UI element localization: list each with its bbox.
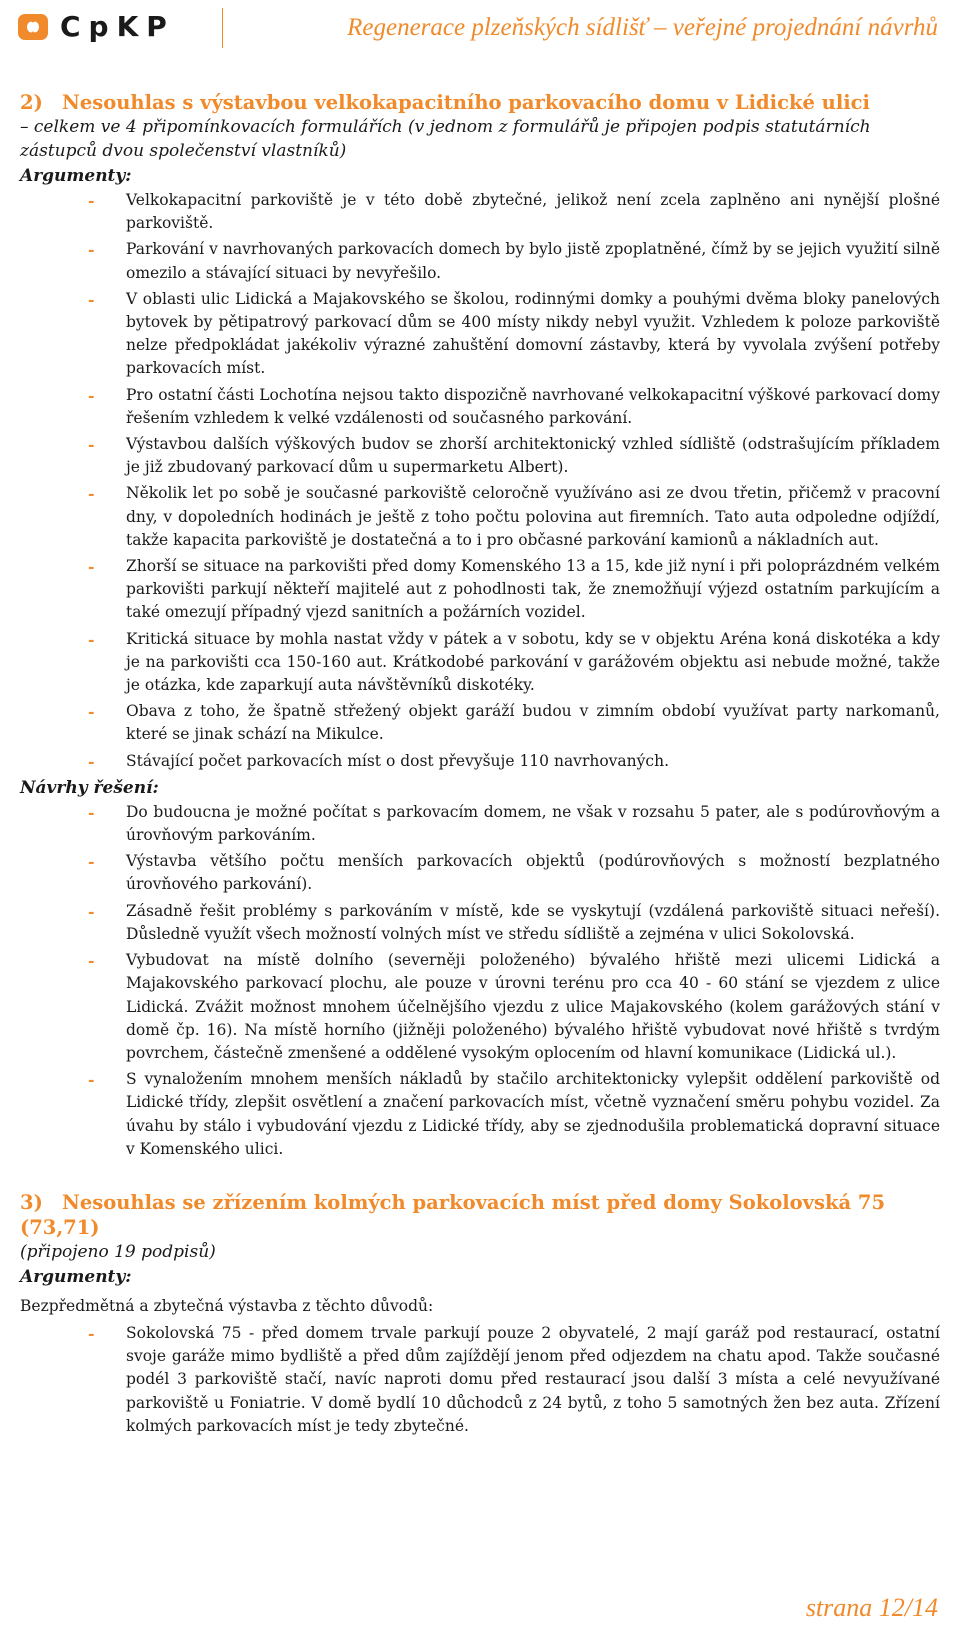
list-item xyxy=(20,288,940,381)
section-title: Nesouhlas se zřízením kolmých parkovacích míst před domy Sokolovská 75 (73,71) xyxy=(20,1190,886,1239)
list-item-text: Sokolovská 75 - před domem trvale parkují pouze 2 obyvatelé, 2 mají garáž pod restaurací, ostatní svoje garáže mimo bydliště a před dům zajíždějí jenom před odjezdem na chatu apod. Takže současné podél 3 parkoviště stačí, navíc naproti domu před restaurací jsou další 3 místa a celé nevyužívané parkoviště u Foniatrie. V domě bydlí 10 důchodců z 24 bytů, z toho 5 samotných žen bez auta. Zřízení kolmých parkovacích míst je tedy zbytečné. xyxy=(126,1323,940,1435)
list-item xyxy=(20,900,940,946)
list-item-text: Kritická situace by mohla nastat vždy v pátek a v sobotu, kdy se v objektu Aréna koná diskotéka a kdy je na parkovišti cca 150-160 aut. Krátkodobé parkování v garážovém objektu asi nebude možné, takže je otázka, kde zaparkují auta návštěvníků diskotéky. xyxy=(126,629,940,695)
dash-bullet-icon: - xyxy=(88,289,95,309)
list-item-text: Několik let po sobě je současné parkoviště celoročně využíváno asi ze dvou třetin, přičemž v pracovní dny, v dopoledních hodinách je ještě z toho počtu polovina aut firemních. Tato auta odpoledne odjíždí, takže kapacita parkoviště je dostatečná a to i pro občasné parkování kamionů a nákladních aut. xyxy=(126,484,940,549)
list-item xyxy=(20,1322,940,1438)
list-item-text: V oblasti ulic Lidická a Majakovského se školou, rodinnými domky a pouhými dvěma bloky panelových bytovek by pětipatrový parkovací dům se 400 místy nikdy nebyl využit. Vzhledem k poloze parkoviště nelze předpokládat jakékoliv výrazné zahuštění domovní zástavby, která by vyvolala zvýšení potřeby parkovacích míst. xyxy=(126,289,940,378)
list-item xyxy=(20,555,940,625)
dash-bullet-icon: - xyxy=(88,901,95,921)
section-3-heading xyxy=(20,1190,940,1240)
list-item-text: Parkování v navrhovaných parkovacích domech by bylo jistě zpoplatněné, čímž by se jejich využití silně omezilo a stávající situaci by nevyřešilo. xyxy=(126,240,940,282)
page-number: strana 12/14 xyxy=(805,1593,938,1622)
header-divider xyxy=(222,8,223,48)
section-title: Nesouhlas s výstavbou velkokapacitního parkovacího domu v Lidické ulici xyxy=(62,91,870,114)
arguments-label: Argumenty: xyxy=(20,166,132,186)
dash-bullet-icon: - xyxy=(88,702,95,722)
list-item xyxy=(20,750,940,773)
section-3-subtitle: (připojeno 19 podpisů) xyxy=(20,1241,216,1262)
list-item xyxy=(20,1068,940,1161)
logo-text: CpKP xyxy=(60,10,175,43)
list-item xyxy=(20,628,940,698)
page-header xyxy=(0,0,960,58)
list-item xyxy=(20,238,940,284)
dash-bullet-icon: - xyxy=(88,802,95,822)
list-item xyxy=(20,433,940,479)
logo xyxy=(18,10,175,43)
list-item-text: Velkokapacitní parkoviště je v této době zbytečné, jelikož není zcela zaplněno ani nynější plošné parkoviště. xyxy=(126,191,940,233)
dash-bullet-icon: - xyxy=(88,191,95,210)
dash-bullet-icon: - xyxy=(88,629,95,649)
arguments-list xyxy=(20,189,940,773)
dash-bullet-icon: - xyxy=(88,385,95,405)
arguments-list xyxy=(20,1322,940,1438)
dash-bullet-icon: - xyxy=(88,557,95,577)
dash-bullet-icon: - xyxy=(88,435,95,455)
list-item-text: Pro ostatní části Lochotína nejsou takto dispozičně navrhované velkokapacitní výškové parkovací domy řešením vzhledem k velké vzdálenosti od současného parkování. xyxy=(126,385,940,427)
list-item xyxy=(20,850,940,896)
section-2-subtitle: – celkem ve 4 připomínkovacích formulářích (v jednom z formulářů je připojen podpis statutárních zástupců dvou společenství vlastníků) xyxy=(20,117,871,161)
list-item-text: Obava z toho, že špatně střežený objekt garáží budou v zimním období využívat party narkomanů, které se jinak schází na Mikulce. xyxy=(126,702,940,744)
dash-bullet-icon: - xyxy=(88,951,95,971)
list-item xyxy=(20,384,940,430)
dash-bullet-icon: - xyxy=(88,1323,95,1343)
proposals-label: Návrhy řešení: xyxy=(20,777,159,798)
list-item-text: Stávající počet parkovacích míst o dost převyšuje 110 navrhovaných. xyxy=(126,751,669,770)
list-item xyxy=(20,801,940,847)
dash-bullet-icon: - xyxy=(88,852,95,872)
list-item-text: Zhorší se situace na parkovišti před domy Komenského 13 a 15, kde již nyní i při poloprázdném velkém parkovišti parkují někteří majitelé aut z pohodlnosti tak, že znemožňují výjezd ostatním parkujícím a také omezují případný vjezd sanitních a požárních vozidel. xyxy=(126,557,940,622)
document-body xyxy=(20,90,940,1441)
dash-bullet-icon: - xyxy=(88,240,95,260)
list-item xyxy=(20,482,940,552)
list-item-text: Do budoucna je možné počítat s parkovacím domem, ne však v rozsahu 5 pater, ale s podúrovňovým a úrovňovým parkováním. xyxy=(126,802,940,845)
dash-bullet-icon: - xyxy=(88,484,95,504)
section-3-intro: Bezpředmětná a zbytečná výstavba z těchto důvodů: xyxy=(20,1296,434,1315)
section-number: 2) xyxy=(20,91,43,114)
list-item-text: S vynaložením mnohem menších nákladů by stačilo architektonicky vylepšit oddělení parkoviště od Lidické třídy, zlepšit osvětlení a značení parkovacích míst, včetně vyznačení směru pohybu vozidel. Za úvahu by stálo i vybudování vjezdu z Lidické třídy, aby se zjednodušila problematická dopravní situace v Komenského ulici. xyxy=(126,1070,940,1158)
proposals-list xyxy=(20,801,940,1161)
list-item-text: Výstavba většího počtu menších parkovacích objektů (podúrovňových s možností bezplatného úrovňového parkování). xyxy=(126,852,940,894)
cpkp-logo-icon xyxy=(18,14,48,40)
dash-bullet-icon: - xyxy=(88,1070,95,1090)
section-2-heading xyxy=(20,90,940,115)
list-item xyxy=(20,949,940,1065)
list-item-text: Vybudovat na místě dolního (severněji položeného) bývalého hřiště mezi ulicemi Lidická a Majakovského parkovací plochu, ale pouze v úrovni terénu pro cca 40 - 60 stání se vjezdem z ulice Lidická. Zvážit možnost mnohem účelnějšího vjezdu z ulice Majakovského (kolem garážových stání v domě čp. 16). Na místě horního (jižněji položeného) bývalého hřiště vybudovat nové hřiště s tvrdým povrchem, částečně zmenšené a oddělené vysokým oplocením od hlavní komunikace (Lidická ul.). xyxy=(126,951,940,1062)
list-item xyxy=(20,700,940,746)
list-item-text: Výstavbou dalších výškových budov se zhorší architektonický vzhled sídliště (odstrašujícím příkladem je již zbudovaný parkovací dům u supermarketu Albert). xyxy=(126,435,940,477)
list-item-text: Zásadně řešit problémy s parkováním v místě, kde se vyskytují (vzdálená parkoviště situaci neřeší). Důsledně využít všech možností volných míst ve středu sídliště a zejména v ulici Sokolovská. xyxy=(126,901,940,943)
section-number: 3) xyxy=(20,1190,43,1214)
section-spacer xyxy=(20,1164,940,1190)
header-title: Regenerace plzeňských sídlišť – veřejné projednání návrhů xyxy=(347,14,938,41)
arguments-label: Argumenty: xyxy=(20,1266,132,1287)
list-item xyxy=(20,189,940,235)
dash-bullet-icon: - xyxy=(88,751,95,771)
